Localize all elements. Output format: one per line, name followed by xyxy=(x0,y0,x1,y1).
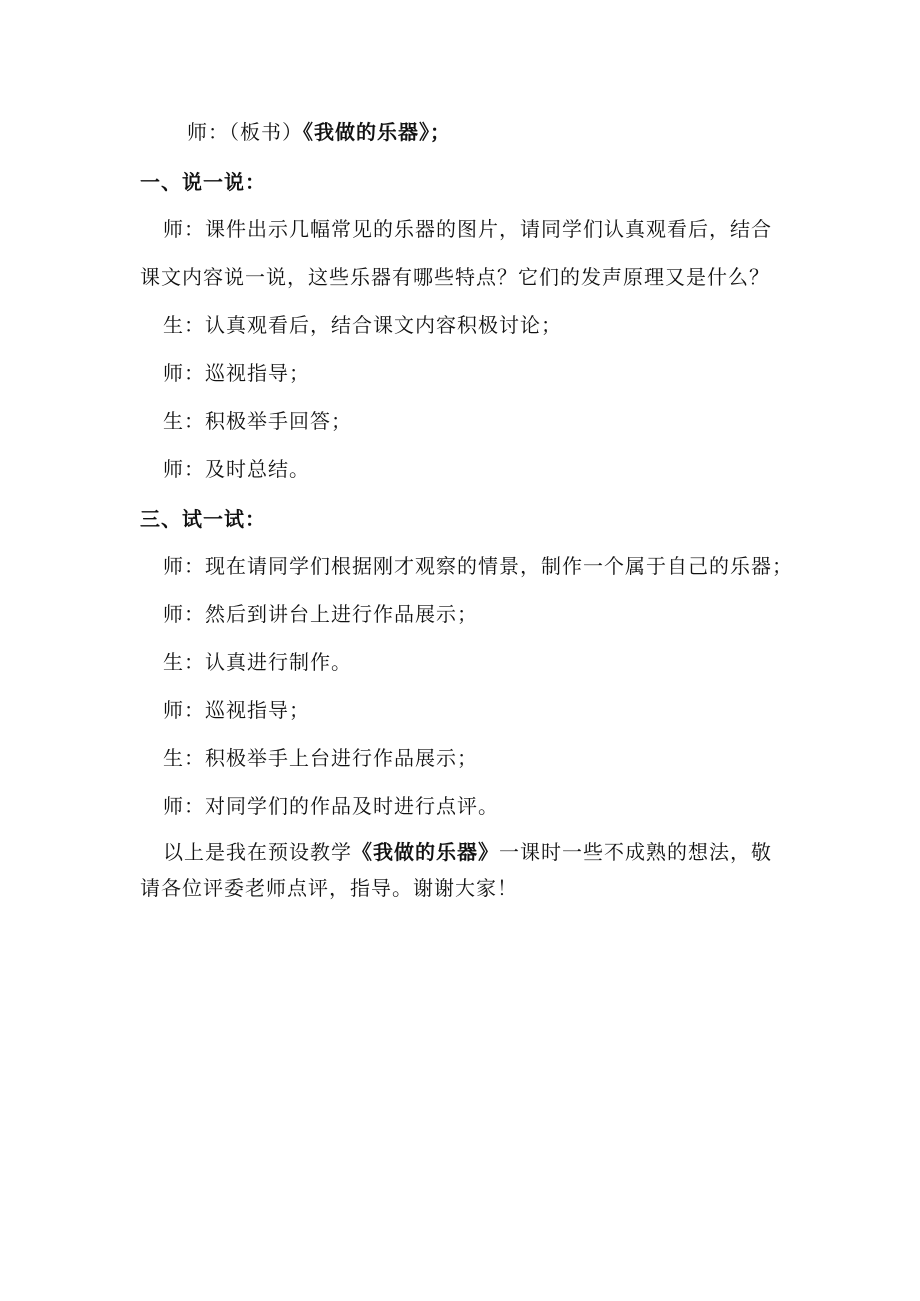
paragraph-line: 师：巡视指导； xyxy=(163,698,310,722)
paragraph-line: 生：认真观看后，结合课文内容积极讨论； xyxy=(163,313,562,337)
paragraph-line: 生：积极举手上台进行作品展示； xyxy=(163,746,478,770)
closing-line xyxy=(163,838,813,866)
closing-line-2: 请各位评委老师点评，指导。谢谢大家！ xyxy=(140,876,518,900)
paragraph-line: 课文内容说一说，这些乐器有哪些特点？它们的发声原理又是什么？ xyxy=(140,265,770,289)
paragraph-line: 生：积极举手回答； xyxy=(163,409,352,433)
paragraph-line: 师：对同学们的作品及时进行点评。 xyxy=(163,794,499,818)
board-writing-line xyxy=(187,118,837,146)
board-writing-prefix: 师：（板书） xyxy=(187,120,303,144)
paragraph-line: 师：巡视指导； xyxy=(163,361,310,385)
closing-text-start: 以上是我在预设教学 xyxy=(163,840,352,864)
paragraph-line: 师：现在请同学们根据刚才观察的情景，制作一个属于自己的乐器； xyxy=(163,554,793,578)
paragraph-line: 师：课件出示几幅常见的乐器的图片，请同学们认真观看后，结合 xyxy=(163,217,772,241)
closing-lesson-title: 《我做的乐器》 xyxy=(352,840,499,864)
section-heading-try: 三、试一试： xyxy=(140,507,266,531)
lesson-title: 《我做的乐器》； xyxy=(303,120,451,144)
paragraph-line: 生：认真进行制作。 xyxy=(163,650,352,674)
paragraph-line: 师：然后到讲台上进行作品展示； xyxy=(163,602,478,626)
closing-text-end: 一课时一些不成熟的想法，敬 xyxy=(499,840,772,864)
section-heading-say: 一、说一说： xyxy=(140,170,266,194)
paragraph-line: 师：及时总结。 xyxy=(163,457,310,481)
